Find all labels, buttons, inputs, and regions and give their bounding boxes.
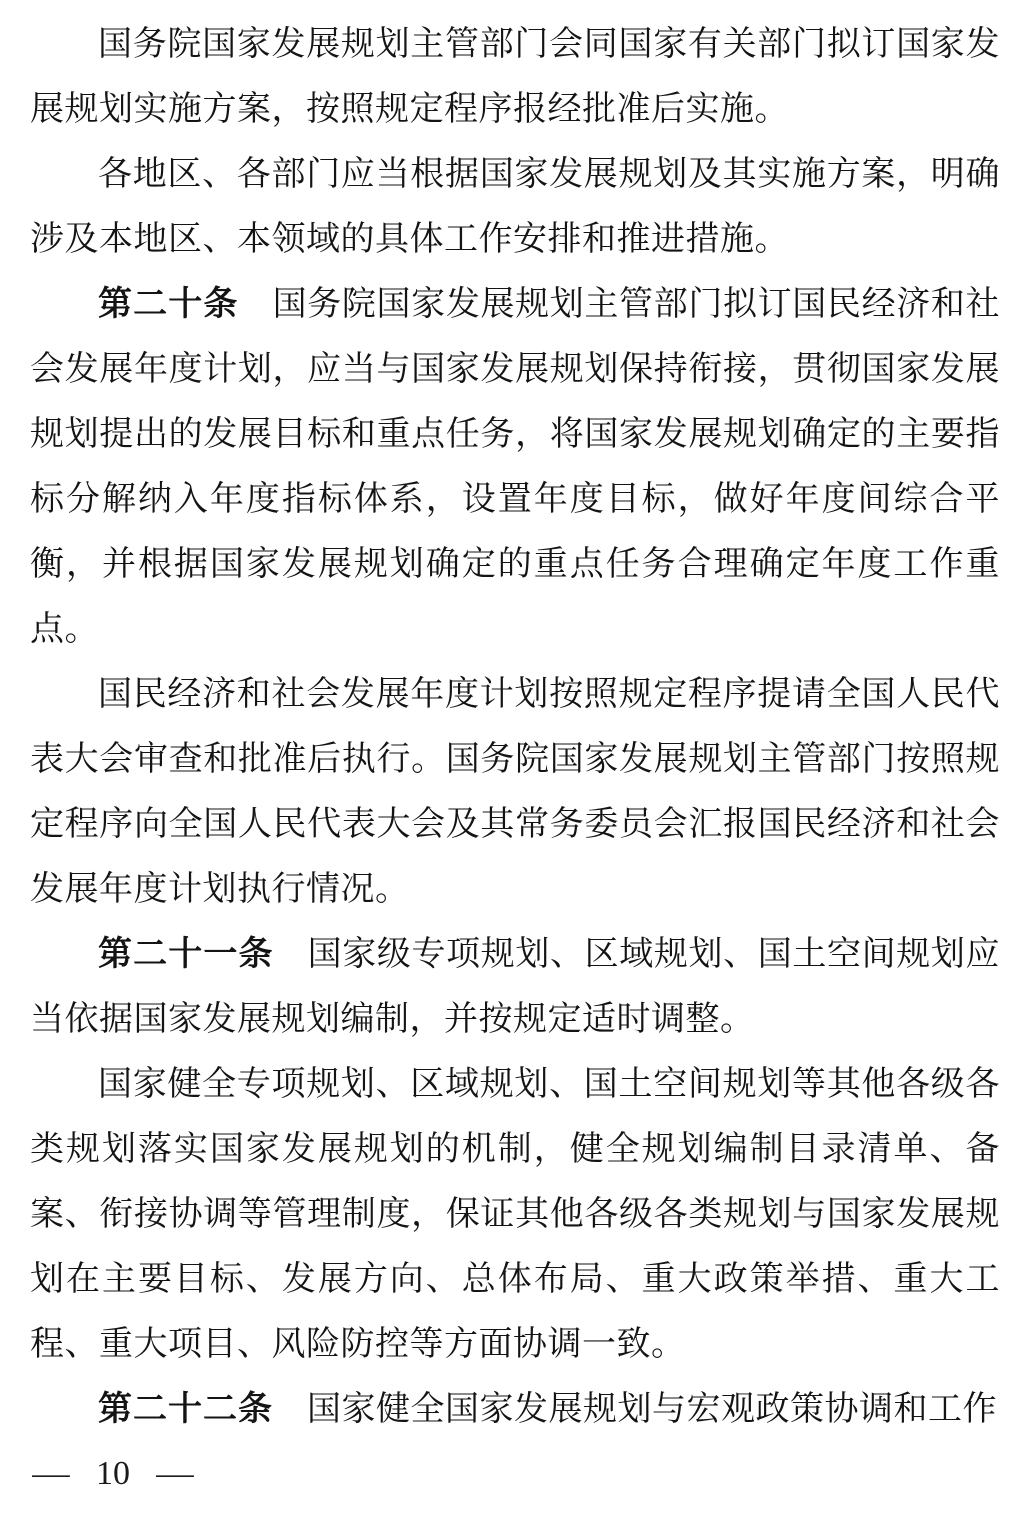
page-number: 10 [96, 1455, 130, 1492]
article-number: 第二十一条 [98, 935, 274, 973]
paragraph-text: 国民经济和社会发展年度计划按照规定程序提请全国人民代表大会审查和批准后执行。国务院国家发展规划主管部门按照规定程序向全国人民代表大会及其常务委员会汇报国民经济和社会发展年度计划执行情况。 [30, 676, 1000, 908]
paragraph-text: 国务院国家发展规划主管部门拟订国民经济和社会发展年度计划，应当与国家发展规划保持衔接，贯彻国家发展规划提出的发展目标和重点任务，将国家发展规划确定的主要指标分解纳入年度指标体系，设置年度目标，做好年度间综合平衡，并根据国家发展规划确定的重点任务合理确定年度工作重点。 [30, 286, 1001, 648]
paragraph [30, 12, 1000, 142]
paragraph [30, 1052, 1000, 1377]
paragraph-text: 国家级专项规划、区域规划、国土空间规划应当依据国家发展规划编制，并按规定适时调整。 [30, 936, 1000, 1038]
paragraph-text: 各地区、各部门应当根据国家发展规划及其实施方案，明确涉及本地区、本领域的具体工作安排和推进措施。 [30, 156, 1000, 258]
paragraph-text: 国家健全国家发展规划与宏观政策协调和工作 [307, 1391, 997, 1428]
paragraph [30, 1377, 1000, 1442]
paragraph-text: 国家健全专项规划、区域规划、国土空间规划等其他各级各类规划落实国家发展规划的机制，健全规划编制目录清单、备案、衔接协调等管理制度，保证其他各级各类规划与国家发展规划在主要目标、发展方向、总体布局、重大政策举措、重大工程、重大项目、风险防控等方面协调一致。 [30, 1066, 1000, 1363]
article-number: 第二十条 [98, 285, 239, 323]
paragraph-text: 国务院国家发展规划主管部门会同国家有关部门拟订国家发展规划实施方案，按照规定程序报经批准后实施。 [30, 26, 1000, 128]
paragraph [30, 272, 1000, 662]
article-number: 第二十二条 [98, 1390, 273, 1428]
paragraph [30, 142, 1000, 272]
page-footer [34, 1457, 192, 1491]
footer-right-dash: — [156, 1455, 194, 1492]
footer-left-dash: — [32, 1455, 70, 1492]
paragraph [30, 922, 1000, 1052]
paragraph [30, 662, 1000, 922]
